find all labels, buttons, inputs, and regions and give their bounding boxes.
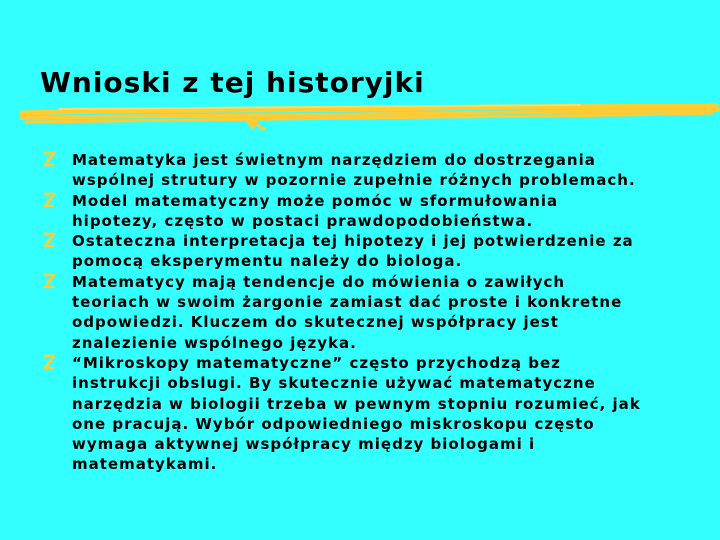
bullet-text: “Mikroskopy matematyczne” często przychodzą bez instrukcji obslugi. By skutecznie używać matematyczne narzędzia w biologii trzeba w pewnym stopniu rozumieć, jak one pracują. Wybór odpowiedniego miskroskopu często wymaga aktywnej współpracy między biologami i matematykami. — [72, 353, 641, 474]
bullet-item — [42, 231, 702, 272]
z-glyph-icon — [42, 151, 56, 167]
title-brush-underline — [20, 98, 720, 134]
bullet-item — [42, 272, 702, 353]
bullet-text: Matematyka jest świetnym narzędziem do dostrzegania wspólnej strutury w pozornie zupełnie różnych problemach. — [72, 151, 636, 190]
z-glyph-icon — [42, 232, 56, 248]
z-glyph-icon — [42, 354, 56, 370]
z-glyph-icon — [42, 273, 56, 289]
bullet-text: Matematycy mają tendencje do mówienia o zawiłych teoriach w swoim żargonie zamiast dać proste i konkretne odpowiedzi. Kluczem do skutecznej współpracy jest znalezienie wspólnego języka. — [72, 272, 623, 352]
slide-title: Wnioski z tej historyjki — [40, 66, 425, 99]
bullet-text: Model matematyczny może pomóc w sformułowania hipotezy, często w postaci prawdopodobieństwa. — [72, 191, 559, 230]
bullet-text: Ostateczna interpretacja tej hipotezy i jej potwierdzenie za pomocą eksperymentu należy do biologa. — [72, 232, 634, 271]
z-glyph-icon — [42, 192, 56, 208]
bullet-list — [42, 150, 702, 475]
bullet-item — [42, 150, 702, 191]
bullet-item — [42, 191, 702, 232]
bullet-item — [42, 353, 702, 475]
